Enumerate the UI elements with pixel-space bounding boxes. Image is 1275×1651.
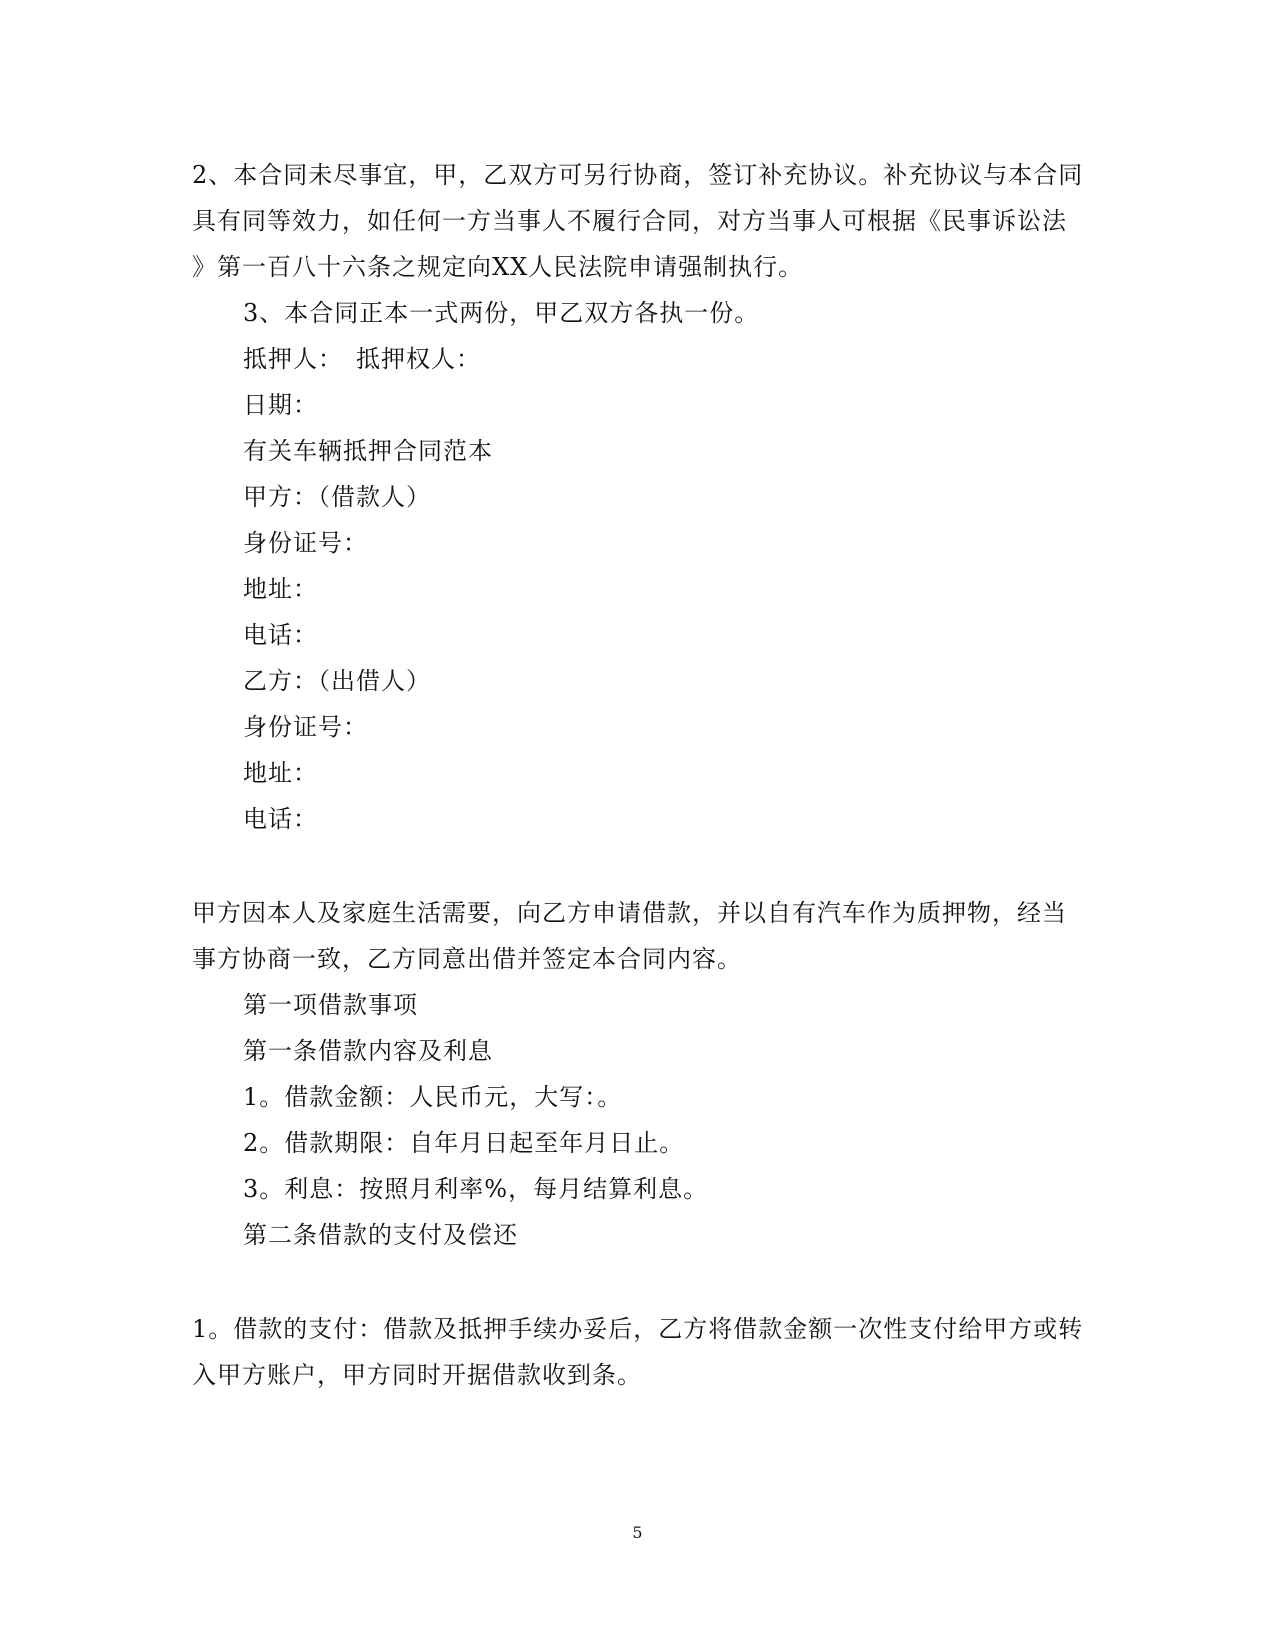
paragraph-line: 事方协商一致，乙方同意出借并签定本合同内容。 [192,945,742,973]
signature-line: 抵押人： 抵押权人： [243,345,481,373]
list-item: 3。利息：按照月利率%，每月结算利息。 [243,1175,709,1203]
paragraph-line: 甲方因本人及家庭生活需要，向乙方申请借款，并以自有汽车作为质押物，经当 [192,899,1067,927]
paragraph-line: 3、本合同正本一式两份，甲乙双方各执一份。 [243,299,760,327]
article-heading: 第二条借款的支付及偿还 [243,1221,518,1249]
id-number-line: 身份证号： [243,713,368,741]
article-heading: 第一条借款内容及利息 [243,1037,493,1065]
section-heading: 第一项借款事项 [243,991,418,1019]
party-a-line: 甲方：（借款人） [243,483,431,511]
paragraph-line: 入甲方账户，甲方同时开据借款收到条。 [192,1361,642,1389]
paragraph-line: 》第一百八十六条之规定向XX人民法院申请强制执行。 [192,253,804,281]
paragraph-line: 1。借款的支付：借款及抵押手续办妥后，乙方将借款金额一次性支付给甲方或转 [192,1315,1084,1343]
page-number: 5 [632,1523,643,1542]
party-b-line: 乙方：（出借人） [243,667,431,695]
phone-line: 电话： [243,621,318,649]
list-item: 2。借款期限：自年月日起至年月日止。 [243,1129,685,1157]
paragraph-line: 2、本合同未尽事宜，甲，乙双方可另行协商，签订补充协议。补充协议与本合同 [192,161,1084,189]
date-line: 日期： [243,391,318,419]
id-number-line: 身份证号： [243,529,368,557]
phone-line: 电话： [243,805,318,833]
section-title: 有关车辆抵押合同范本 [243,437,493,465]
paragraph-line: 具有同等效力，如任何一方当事人不履行合同，对方当事人可根据《民事诉讼法 [192,207,1067,235]
address-line: 地址： [243,759,318,787]
address-line: 地址： [243,575,318,603]
list-item: 1。借款金额：人民币元，大写：。 [243,1083,623,1111]
